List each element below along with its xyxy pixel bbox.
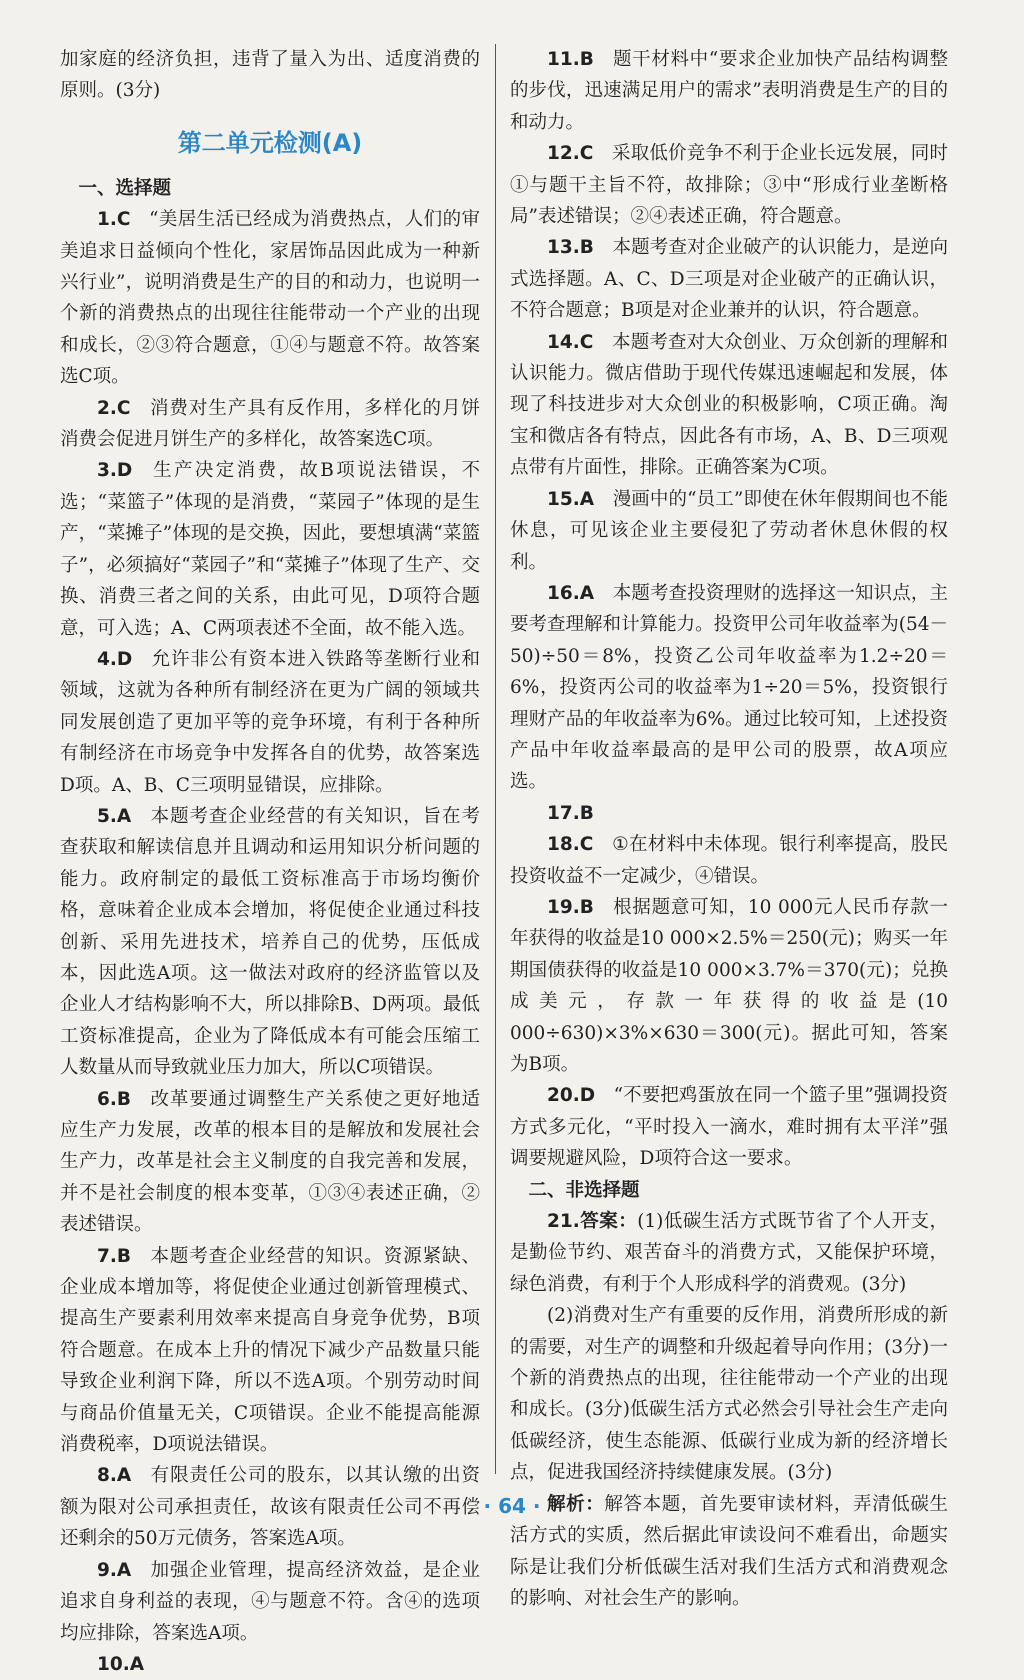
answer-number: 4.D [97, 648, 133, 670]
answer-text: 有限责任公司的股东，以其认缴的出资额为限对公司承担责任，故该有限责任公司不再偿还剩余的50万元债务，答案选A项。 [60, 1465, 480, 1550]
answer-21-part1: (1)低碳生活方式既节省了个人开支，是勤俭节约、艰苦奋斗的消费方式，又能保护环境，绿色消费，有利于个人形成科学的消费观。(3分) [510, 1211, 948, 1295]
answer-text: 本题考查企业经营的有关知识，旨在考查获取和解读信息并且调动和运用知识分析问题的能力。政府制定的最低工资标准高于市场均衡价格，意味着企业成本会增加，将促使企业通过科技创新、采用先进技术，培养自己的优势，压低成本，因此选A项。这一做法对政府的经济监管以及企业人才结构影响不大，所以排除B、D两项。最低工资标准提高，企业为了降低成本有可能会压缩工人数量从而导致就业压力加大，所以C项错误。 [60, 805, 480, 1079]
answer-text: 题干材料中“要求企业加快产品结构调整的步伐，迅速满足用户的需求”表明消费是生产的目的和动力。 [510, 49, 948, 133]
section-heading-choice: 一、选择题 [78, 177, 172, 199]
answer-text: 改革要通过调整生产关系使之更好地适应生产力发展，改革的根本目的是解放和发展社会生产力，改革是社会主义制度的自我完善和发展，并不是社会制度的根本变革，①③④表述正确，②表述错误。 [60, 1088, 480, 1236]
answer-text: 本题考查对企业破产的认识能力，是逆向式选择题。A、C、D三项是对企业破产的正确认识，不符合题意；B项是对企业兼并的认识，符合题意。 [510, 237, 948, 322]
answer-item [510, 798, 948, 829]
intro-text: 加家庭的经济负担，违背了量入为出、适度消费的原则。(3分) [60, 49, 480, 102]
answer-text: 本题考查对大众创业、万众创新的理解和认识能力。微店借助于现代传媒迅速崛起和发展，体现了科技进步对大众创业的积极影响，C项正确。淘宝和微店各有特点，因此各有市场，A、B、D三项观点带有片面性，排除。正确答案为C项。 [510, 331, 948, 479]
answer-number: 15.A [547, 488, 595, 510]
answer-spacer [131, 806, 150, 827]
answer-spacer [131, 1465, 150, 1486]
answer-text: 生产决定消费，故B项说法错误，不选；“菜篮子”体现的是消费，“菜园子”体现的是生产，“菜摊子”体现的是交换，因此，要想填满“菜篮子”，必须搞好“菜园子”和“菜摊子”体现了生产、交换、消费三者之间的关系，由此可见，D项符合题意，可入选；A、C两项表述不全面，故不能入选。 [60, 460, 480, 639]
answer-text: 本题考查投资理财的选择这一知识点，主要考查理解和计算能力。投资甲公司年收益率为(54－50)÷50＝8%，投资乙公司年收益率为1.2÷20＝6%，投资丙公司的收益率为1÷20＝5%，投资银行理财产品的年收益率为6%。通过比较可知，上述投资产品中年收益率最高的是甲公司的股票，故A项应选。 [510, 582, 948, 793]
answer-item [510, 829, 948, 892]
answer-item [510, 484, 948, 578]
answer-number: 20.D [547, 1085, 596, 1107]
answer-text: 根据题意可知，10 000元人民币存款一年获得的收益是10 000×2.5%＝250(元)；购买一年期国债获得的收益是10 000×3.7%＝370(元)；兑换成美元，存款一年获得的收益是(10 000÷630)×3%×630＝300(元)。据此可知，答案为B项。 [510, 896, 948, 1075]
answer-number: 21. [547, 1211, 580, 1233]
answer-spacer [595, 1085, 614, 1106]
answer-item [60, 1084, 480, 1241]
answer-number: 12.C [547, 143, 594, 165]
answer-spacer [593, 834, 612, 855]
answer-number: 13.B [547, 237, 594, 259]
answer-spacer [132, 460, 151, 481]
answer-item [60, 455, 480, 643]
analysis-label: 解析： [547, 1493, 605, 1515]
answer-spacer [594, 897, 613, 918]
answer-number: 8.A [97, 1465, 132, 1487]
answer-item [60, 801, 480, 1084]
answer-item [510, 44, 948, 138]
answer-spacer [593, 332, 612, 353]
answer-number: 2.C [97, 397, 131, 419]
answer-number: 9.A [97, 1559, 132, 1581]
answer-spacer [594, 489, 613, 510]
answer-number: 11.B [547, 49, 594, 70]
answer-spacer [131, 1089, 150, 1110]
answer-item [510, 138, 948, 232]
left-answer-list [60, 204, 480, 1680]
answer-number: 1.C [97, 209, 131, 231]
answer-number: 14.C [547, 331, 594, 353]
answer-spacer [131, 1560, 150, 1581]
answer-number: 18.C [547, 834, 594, 856]
right-answer-list [510, 44, 948, 1175]
answer-text: 漫画中的“员工”即使在休年假期间也不能休息，可见该企业主要侵犯了劳动者休息休假的权利。 [510, 488, 948, 573]
answer-item [60, 1241, 480, 1461]
answer-item [510, 232, 948, 326]
answer-number: 19.B [547, 896, 594, 918]
answer-number: 7.B [97, 1245, 132, 1267]
page-number: · 64 · [483, 1494, 541, 1518]
page-title: 第二单元检测(A) [177, 128, 363, 157]
answer-text: 采取低价竞争不利于企业长远发展，同时①与题干主旨不符，故排除；③中“形成行业垄断格局”表述错误；②④表述正确，符合题意。 [510, 143, 948, 228]
answer-text: 允许非公有资本进入铁路等垄断行业和领域，这就为各种所有制经济在更为广阔的领域共同发展创造了更加平等的竞争环境，有利于各种所有制经济在市场竞争中发挥各自的优势，故答案选D项。A、B、C三项明显错误，应排除。 [60, 648, 480, 796]
answer-item [510, 578, 948, 798]
answer-spacer [593, 143, 612, 164]
answer-21-part2: (2)消费对生产有重要的反作用，消费所形成的新的需要，对生产的调整和升级起着导向作用；(3分)一个新的消费热点的出现，往往能带动一个产业的出现和成长。(3分)低碳生活方式必然会引导社会生产走向低碳经济，使生态能源、低碳行业成为新的经济增长点，促进我国经济持续健康发展。(3分) [510, 1305, 948, 1484]
answer-spacer [132, 649, 151, 670]
answer-item [60, 1649, 480, 1680]
answer-spacer [130, 398, 149, 419]
answer-spacer [594, 237, 613, 258]
answer-item [60, 393, 480, 456]
answer-number: 5.A [97, 805, 132, 827]
answer-spacer [131, 1246, 150, 1267]
answer-text: “不要把鸡蛋放在同一个篮子里”强调投资方式多元化，“平时投入一滴水，难时拥有太平洋”强调要规避风险，D项符合这一要求。 [510, 1085, 948, 1170]
analysis-text: 解答本题，首先要审读材料，弄清低碳生活方式的实质，然后据此审读设问不难看出，命题实际是让我们分析低碳生活对我们生活方式和消费观念的影响、对社会生产的影响。 [510, 1493, 948, 1609]
answer-text: ①在材料中未体现。银行利率提高，股民投资收益不一定减少，④错误。 [510, 834, 948, 887]
answer-item [510, 327, 948, 484]
answer-spacer [130, 209, 149, 230]
answer-spacer [594, 49, 613, 70]
answer-text: 加强企业管理，提高经济效益，是企业追求自身利益的表现，④与题意不符。含④的选项均应排除，答案选A项。 [60, 1559, 480, 1644]
answer-spacer [594, 583, 613, 604]
answer-number: 17.B [547, 802, 594, 824]
left-column [60, 44, 480, 1680]
answer-text: “美居生活已经成为消费热点，人们的审美追求日益倾向个性化，家居饰品因此成为一种新兴行业”，说明消费是生产的目的和动力，也说明一个新的消费热点的出现往往能带动一个产业的出现和成长，②③符合题意，①④与题意不符。故答案选C项。 [60, 209, 480, 388]
answer-text: 本题考查企业经营的知识。资源紧缺、企业成本增加等，将促使企业通过创新管理模式、提高生产要素利用效率来提高自身竞争优势，B项符合题意。在成本上升的情况下减少产品数量只能导致企业利润下降，所以不选A项。个别劳动时间与商品价值量无关，C项错误。企业不能提高能源消费税率，D项说法错误。 [60, 1245, 480, 1456]
answer-number: 3.D [97, 460, 133, 482]
answer-item [60, 644, 480, 801]
answer-21 [510, 1206, 948, 1300]
right-column [510, 44, 948, 1614]
answer-label: 答案： [579, 1211, 638, 1233]
answer-number: 6.B [97, 1088, 132, 1110]
answer-item [60, 1555, 480, 1649]
answer-item [510, 892, 948, 1080]
answer-text: 消费对生产具有反作用，多样化的月饼消费会促进月饼生产的多样化，故答案选C项。 [60, 397, 480, 451]
answer-number: 10.A [97, 1653, 145, 1675]
column-divider [495, 44, 496, 1474]
answer-item [510, 1080, 948, 1174]
answer-item [60, 204, 480, 392]
answer-number: 16.A [547, 582, 595, 604]
section-heading-nonchoice: 二、非选择题 [528, 1179, 640, 1201]
